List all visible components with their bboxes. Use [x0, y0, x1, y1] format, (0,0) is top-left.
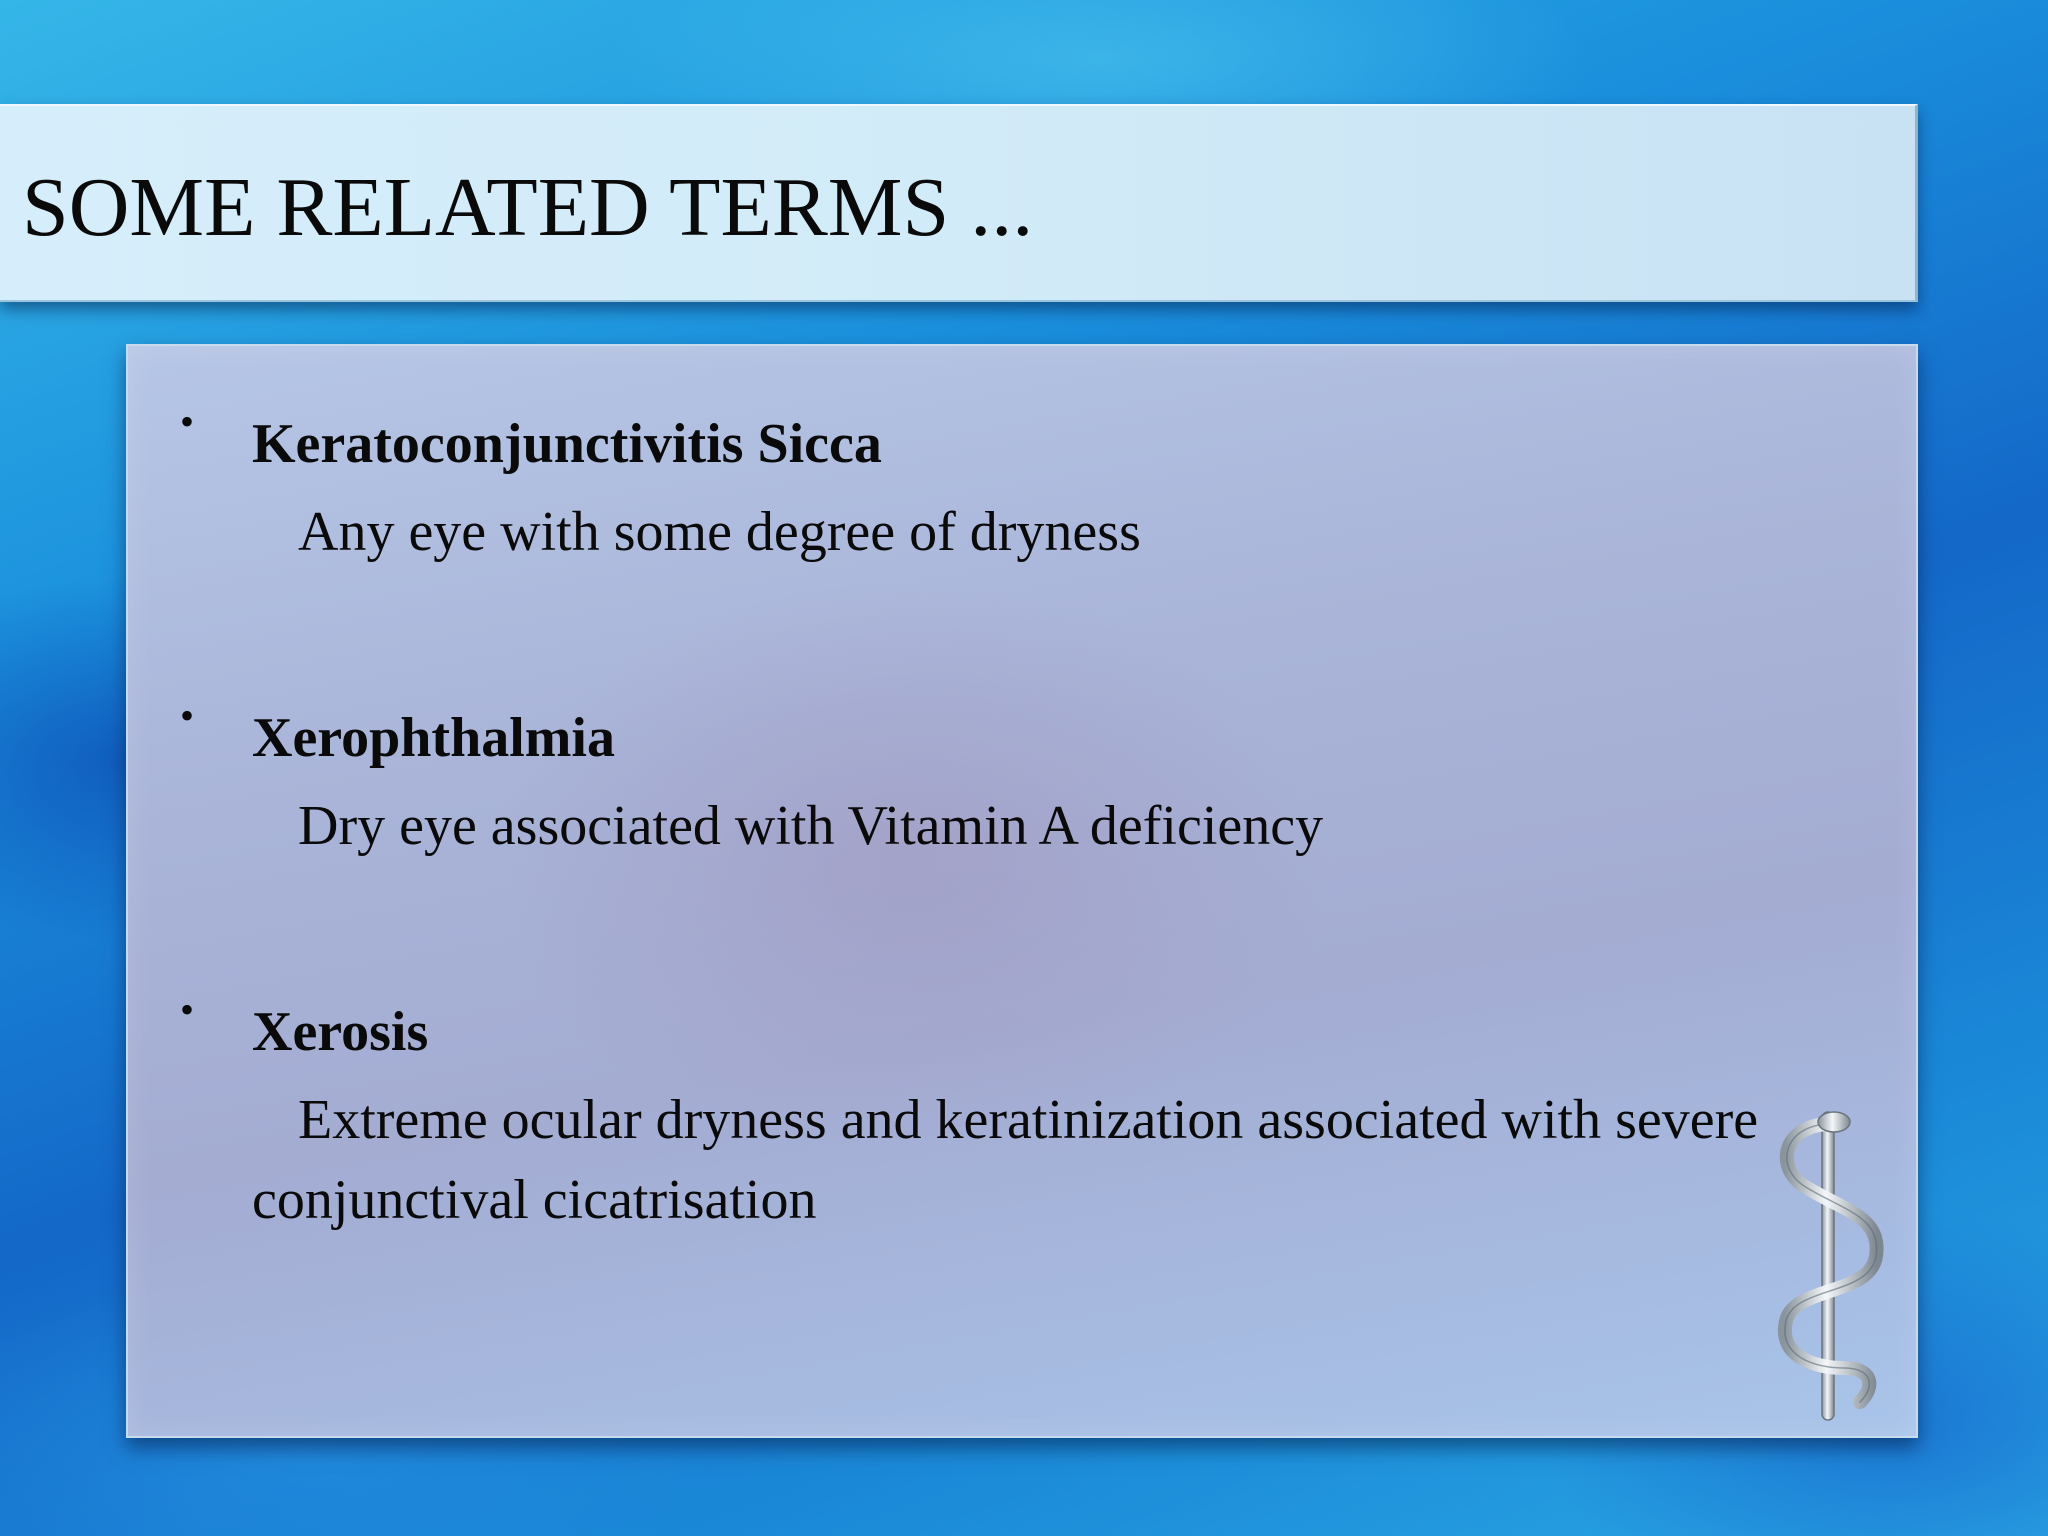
bullet-icon: •: [180, 399, 195, 444]
term-definition: Extreme ocular dryness and keratinization associated with severe conjunctival cicatrisation: [252, 1089, 1759, 1231]
content-panel: [126, 344, 1918, 1438]
bullet-icon: •: [180, 987, 195, 1032]
term-definition: Dry eye associated with Vitamin A deficiency: [298, 795, 1324, 857]
slide-title: SOME RELATED TERMS ...: [22, 161, 1034, 254]
term-label: Xerosis: [252, 1001, 429, 1063]
bullet-icon: •: [180, 693, 195, 738]
term-label: Keratoconjunctivitis Sicca: [252, 413, 882, 475]
term-label: Xerophthalmia: [252, 707, 615, 769]
rod-of-asclepius-icon: [1764, 1106, 1894, 1426]
term-definition: Any eye with some degree of dryness: [298, 501, 1141, 563]
